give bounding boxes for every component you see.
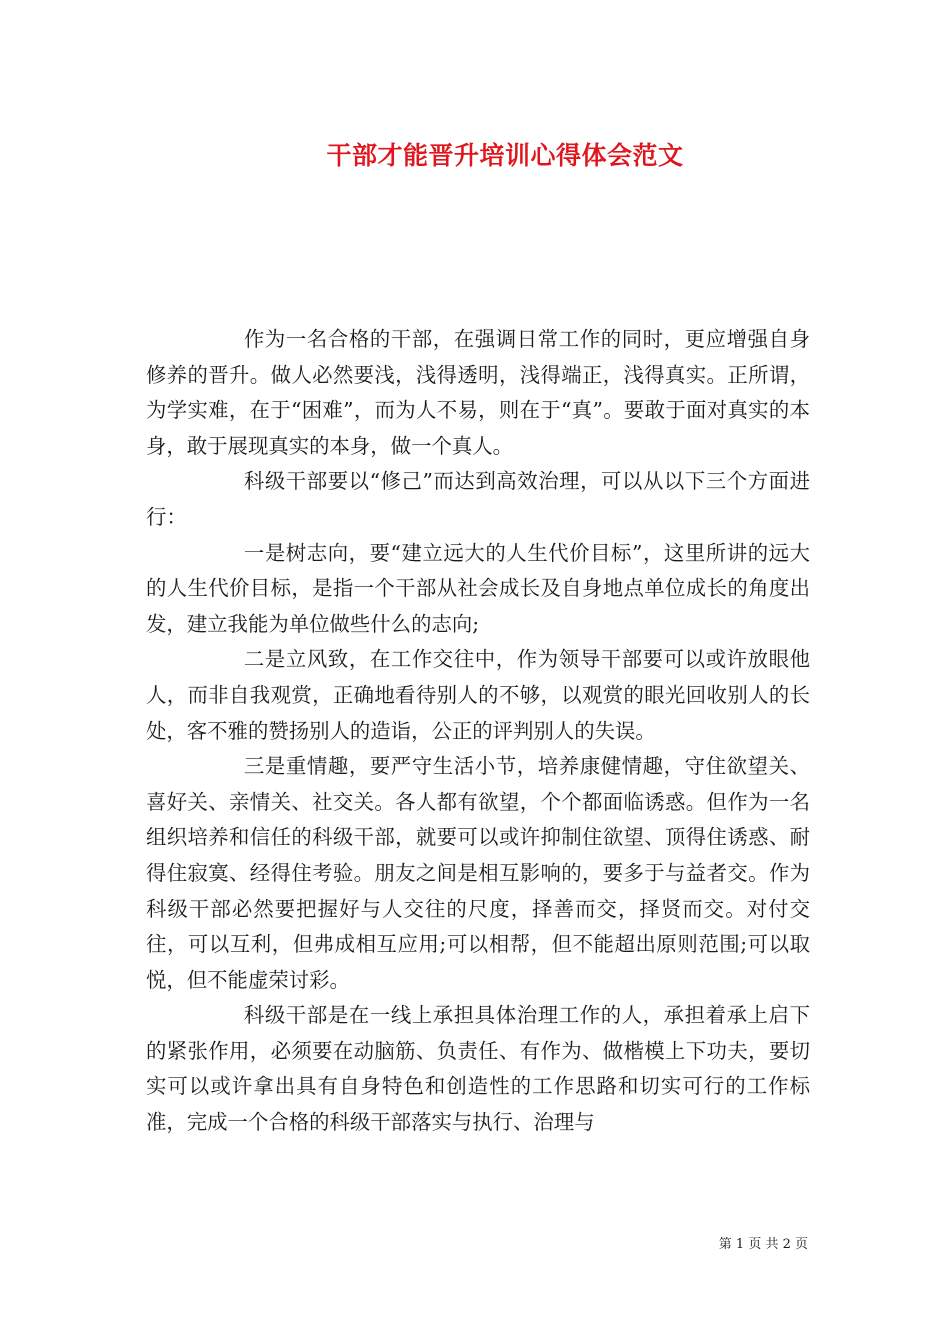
paragraph-conclusion: 科级干部是在一线上承担具体治理工作的人，承担着承上启下的紧张作用，必须要在动脑筋、负责任、有作为、做楷模上下功夫，要切实可以或许拿出具有自身特色和创造性的工作思路和切实可行的工作标准，完成一个合格的科级干部落实与执行、治理与: [146, 1003, 810, 1135]
page-number: 第 1 页 共 2 页: [718, 1237, 808, 1252]
paragraph-intro: 作为一名合格的干部，在强调日常工作的同时，更应增强自身修养的晋升。做人必然要浅，浅得透明，浅得端正，浅得真实。正所谓，为学实难，在于“困难”，而为人不易，则在于“真”。要敢于面对真实的本身，敢于展现真实的本身，做一个真人。: [146, 327, 810, 458]
paragraph-point-one: 一是树志向，要“建立远大的人生代价目标”，这里所讲的远大的人生代价目标，是指一个干部从社会成长及自身地点单位成长的角度出发，建立我能为单位做些什么的志向;: [146, 540, 810, 636]
paragraph-methods: 科级干部要以“修己”而达到高效治理，可以从以下三个方面进行：: [146, 469, 810, 529]
document-title: 干部才能晋升培训心得体会范文: [326, 141, 684, 170]
paragraph-point-three: 三是重情趣，要严守生活小节，培养康健情趣，守住欲望关、喜好关、亲情关、社交关。各人都有欲望，个个都面临诱惑。但作为一名组织培养和信任的科级干部，就要可以或许抑制住欲望、顶得住诱惑、耐得住寂寞、经得住考验。朋友之间是相互影响的，要多于与益者交。作为科级干部必然要把握好与人交往的尺度，择善而交，择贤而交。对付交往，可以互利，但弗成相互应用;可以相帮，但不能超出原则范围;可以取悦，但不能虚荣讨彩。: [146, 754, 810, 992]
document-body: [146, 322, 810, 1141]
paragraph-point-two: 二是立风致，在工作交往中，作为领导干部要可以或许放眼他人，而非自我观赏，正确地看待别人的不够，以观赏的眼光回收别人的长处，客不雅的赞扬别人的造诣，公正的评判别人的失误。: [146, 647, 810, 743]
